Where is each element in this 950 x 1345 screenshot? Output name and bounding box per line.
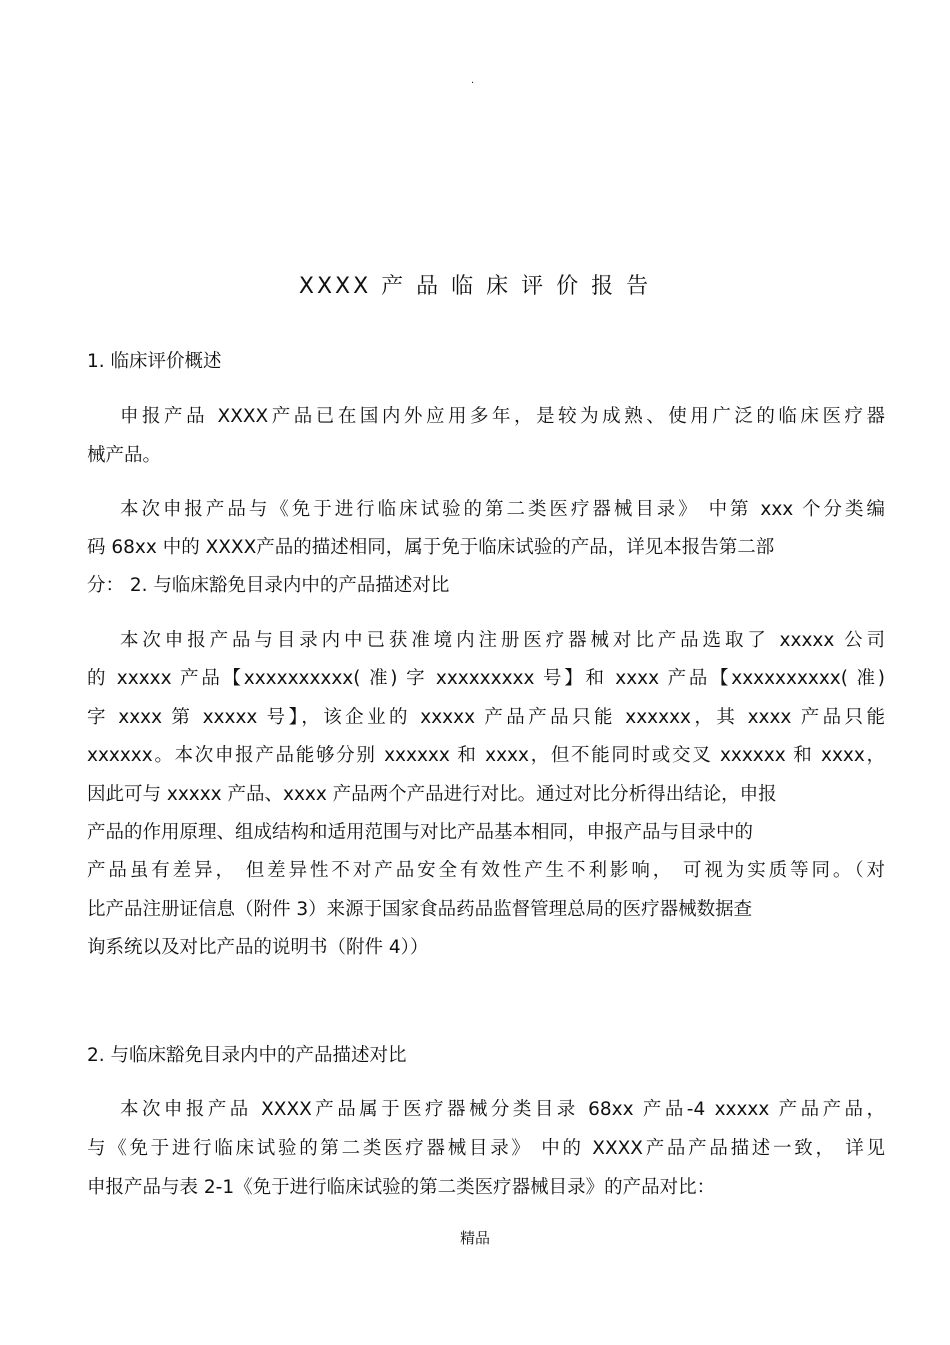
paragraph-2-line: 本次申报产品与《免于进行临床试验的第二类医疗器械目录》 中第 xxx 个分类编 bbox=[120, 499, 885, 520]
paragraph-3-line: xxxxxx。本次申报产品能够分别 xxxxxx 和 xxxx，但不能同时或交叉 xxxxxx 和 xxxx， bbox=[87, 745, 885, 766]
paragraph-3-line: 比产品注册证信息（附件 3）来源于国家食品药品监督管理总局的医疗器械数据查 bbox=[87, 899, 753, 920]
paragraph-2-line: 分： 2. 与临床豁免目录内中的产品描述对比 bbox=[87, 575, 450, 596]
header-dot: . bbox=[471, 75, 475, 86]
footer-text: 精品 bbox=[459, 1229, 490, 1247]
paragraph-2-line: 码 68xx 中的 XXXX产品的描述相同，属于免于临床试验的产品，详见本报告第二部 bbox=[87, 537, 775, 558]
paragraph-4-line: 与《免于进行临床试验的第二类医疗器械目录》 中的 XXXX产品产品描述一致， 详见 bbox=[87, 1138, 885, 1159]
paragraph-3-line: 的 xxxxx 产品【xxxxxxxxxx( 准) 字 xxxxxxxxx 号】和 xxxx 产品【xxxxxxxxxx( 准) bbox=[87, 668, 885, 689]
paragraph-3-line: 询系统以及对比产品的说明书（附件 4）） bbox=[87, 937, 429, 958]
paragraph-3-line: 字 xxxx 第 xxxxx 号】，该企业的 xxxxx 产品产品只能 xxxxxx，其 xxxx 产品只能 bbox=[87, 707, 885, 728]
paragraph-3-line: 产品虽有差异， 但差异性不对产品安全有效性产生不利影响， 可视为实质等同。（对 bbox=[87, 860, 885, 881]
paragraph-1-line: 申报产品 XXXX产品已在国内外应用多年，是较为成熟、使用广泛的临床医疗器 bbox=[120, 406, 885, 427]
paragraph-4-line: 本次申报产品 XXXX产品属于医疗器械分类目录 68xx 产品-4 xxxxx 产品产品， bbox=[120, 1099, 885, 1120]
paragraph-1-line: 械产品。 bbox=[87, 445, 162, 466]
paragraph-4-line: 申报产品与表 2-1《免于进行临床试验的第二类医疗器械目录》的产品对比： bbox=[87, 1177, 716, 1198]
section-2-heading: 2. 与临床豁免目录内中的产品描述对比 bbox=[87, 1045, 407, 1066]
paragraph-3-line: 产品的作用原理、组成结构和适用范围与对比产品基本相同，申报产品与目录中的 bbox=[87, 822, 754, 843]
paragraph-3-line: 因此可与 xxxxx 产品、xxxx 产品两个产品进行对比。通过对比分析得出结论，申报 bbox=[87, 784, 777, 805]
paragraph-3-line: 本次申报产品与目录内中已获准境内注册医疗器械对比产品选取了 xxxxx 公司 bbox=[120, 630, 885, 651]
document-title: XXXX 产 品 临 床 评 价 报 告 bbox=[298, 274, 652, 299]
section-1-heading: 1. 临床评价概述 bbox=[87, 351, 222, 372]
